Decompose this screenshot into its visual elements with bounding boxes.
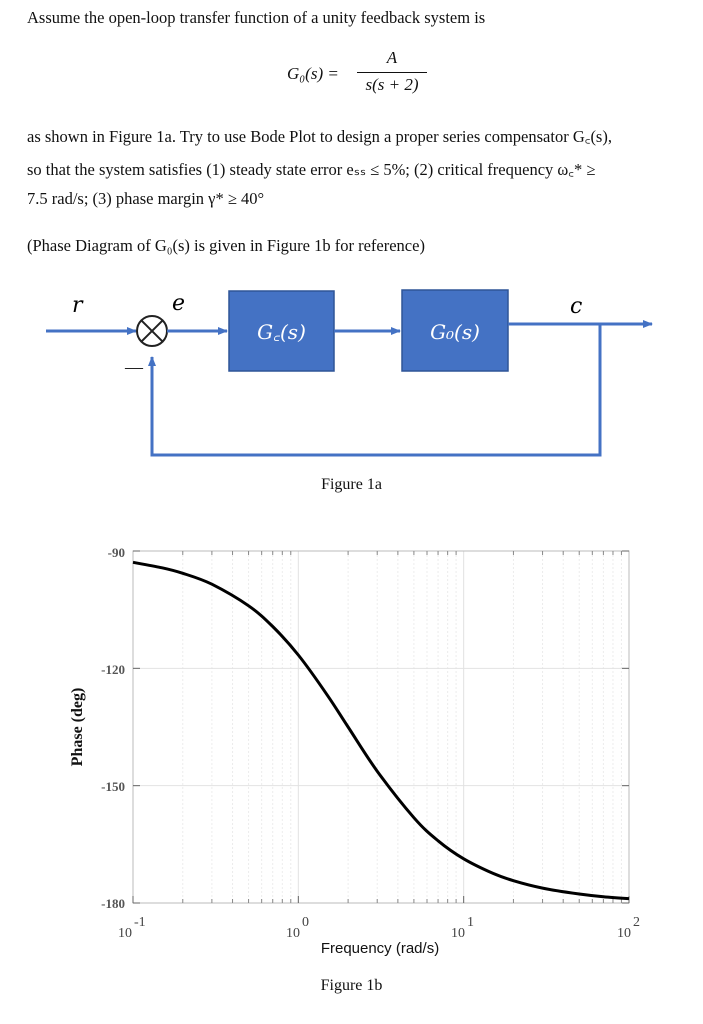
figure-1a-caption: Figure 1a <box>321 476 382 493</box>
problem-note: (Phase Diagram of G₀(s) is given in Figure 1b for reference) <box>27 236 425 255</box>
x-tick-label <box>286 915 309 941</box>
svg-text:2: 2 <box>633 915 640 930</box>
plot-frame <box>133 551 629 903</box>
feedback-path <box>152 324 600 455</box>
equation-denominator: s(s + 2) <box>365 75 419 94</box>
phase-curve <box>133 562 629 898</box>
problem-intro: Assume the open-loop transfer function of a unity feedback system is <box>27 8 486 27</box>
svg-text:1: 1 <box>467 915 474 930</box>
x-tick-label <box>451 915 474 941</box>
error-label: e <box>172 291 186 316</box>
output-label: c <box>570 294 583 319</box>
figure-1b-caption: Figure 1b <box>320 977 383 994</box>
x-axis-title: Frequency (rad/s) <box>320 940 440 957</box>
svg-text:10: 10 <box>617 926 631 941</box>
plot-ticks <box>133 551 629 903</box>
plot-grid <box>133 551 629 903</box>
problem-text-line: 7.5 rad/s; (3) phase margin γ* ≥ 40° <box>27 189 265 208</box>
svg-text:10: 10 <box>118 926 132 941</box>
svg-text:-1: -1 <box>134 915 146 930</box>
input-label: r <box>72 293 83 318</box>
x-tick-label <box>118 915 146 941</box>
block-diagram <box>0 0 703 470</box>
x-tick-label <box>617 915 640 941</box>
problem-text-line: as shown in Figure 1a. Try to use Bode Plot to design a proper series compensator G꜀(s), <box>27 127 612 146</box>
y-tick-label: -150 <box>101 779 125 794</box>
compensator-label: G꜀(s) <box>257 320 306 344</box>
equation-numerator: A <box>386 48 398 67</box>
svg-text:0: 0 <box>302 915 309 930</box>
minus-sign: — <box>125 357 143 377</box>
y-tick-label: -90 <box>107 545 125 560</box>
plant-label: G₀(s) <box>430 320 480 344</box>
summing-junction <box>137 316 167 346</box>
svg-text:10: 10 <box>286 926 300 941</box>
y-tick-label: -120 <box>101 662 125 677</box>
y-tick-label: -180 <box>101 896 125 911</box>
problem-text-line: so that the system satisfies (1) steady state error eₛₛ ≤ 5%; (2) critical frequency ω꜀* ≥ <box>27 160 596 179</box>
equation-lhs: G₀(s) = <box>287 64 339 83</box>
svg-text:10: 10 <box>451 926 465 941</box>
y-axis-title: Phase (deg) <box>69 687 86 767</box>
